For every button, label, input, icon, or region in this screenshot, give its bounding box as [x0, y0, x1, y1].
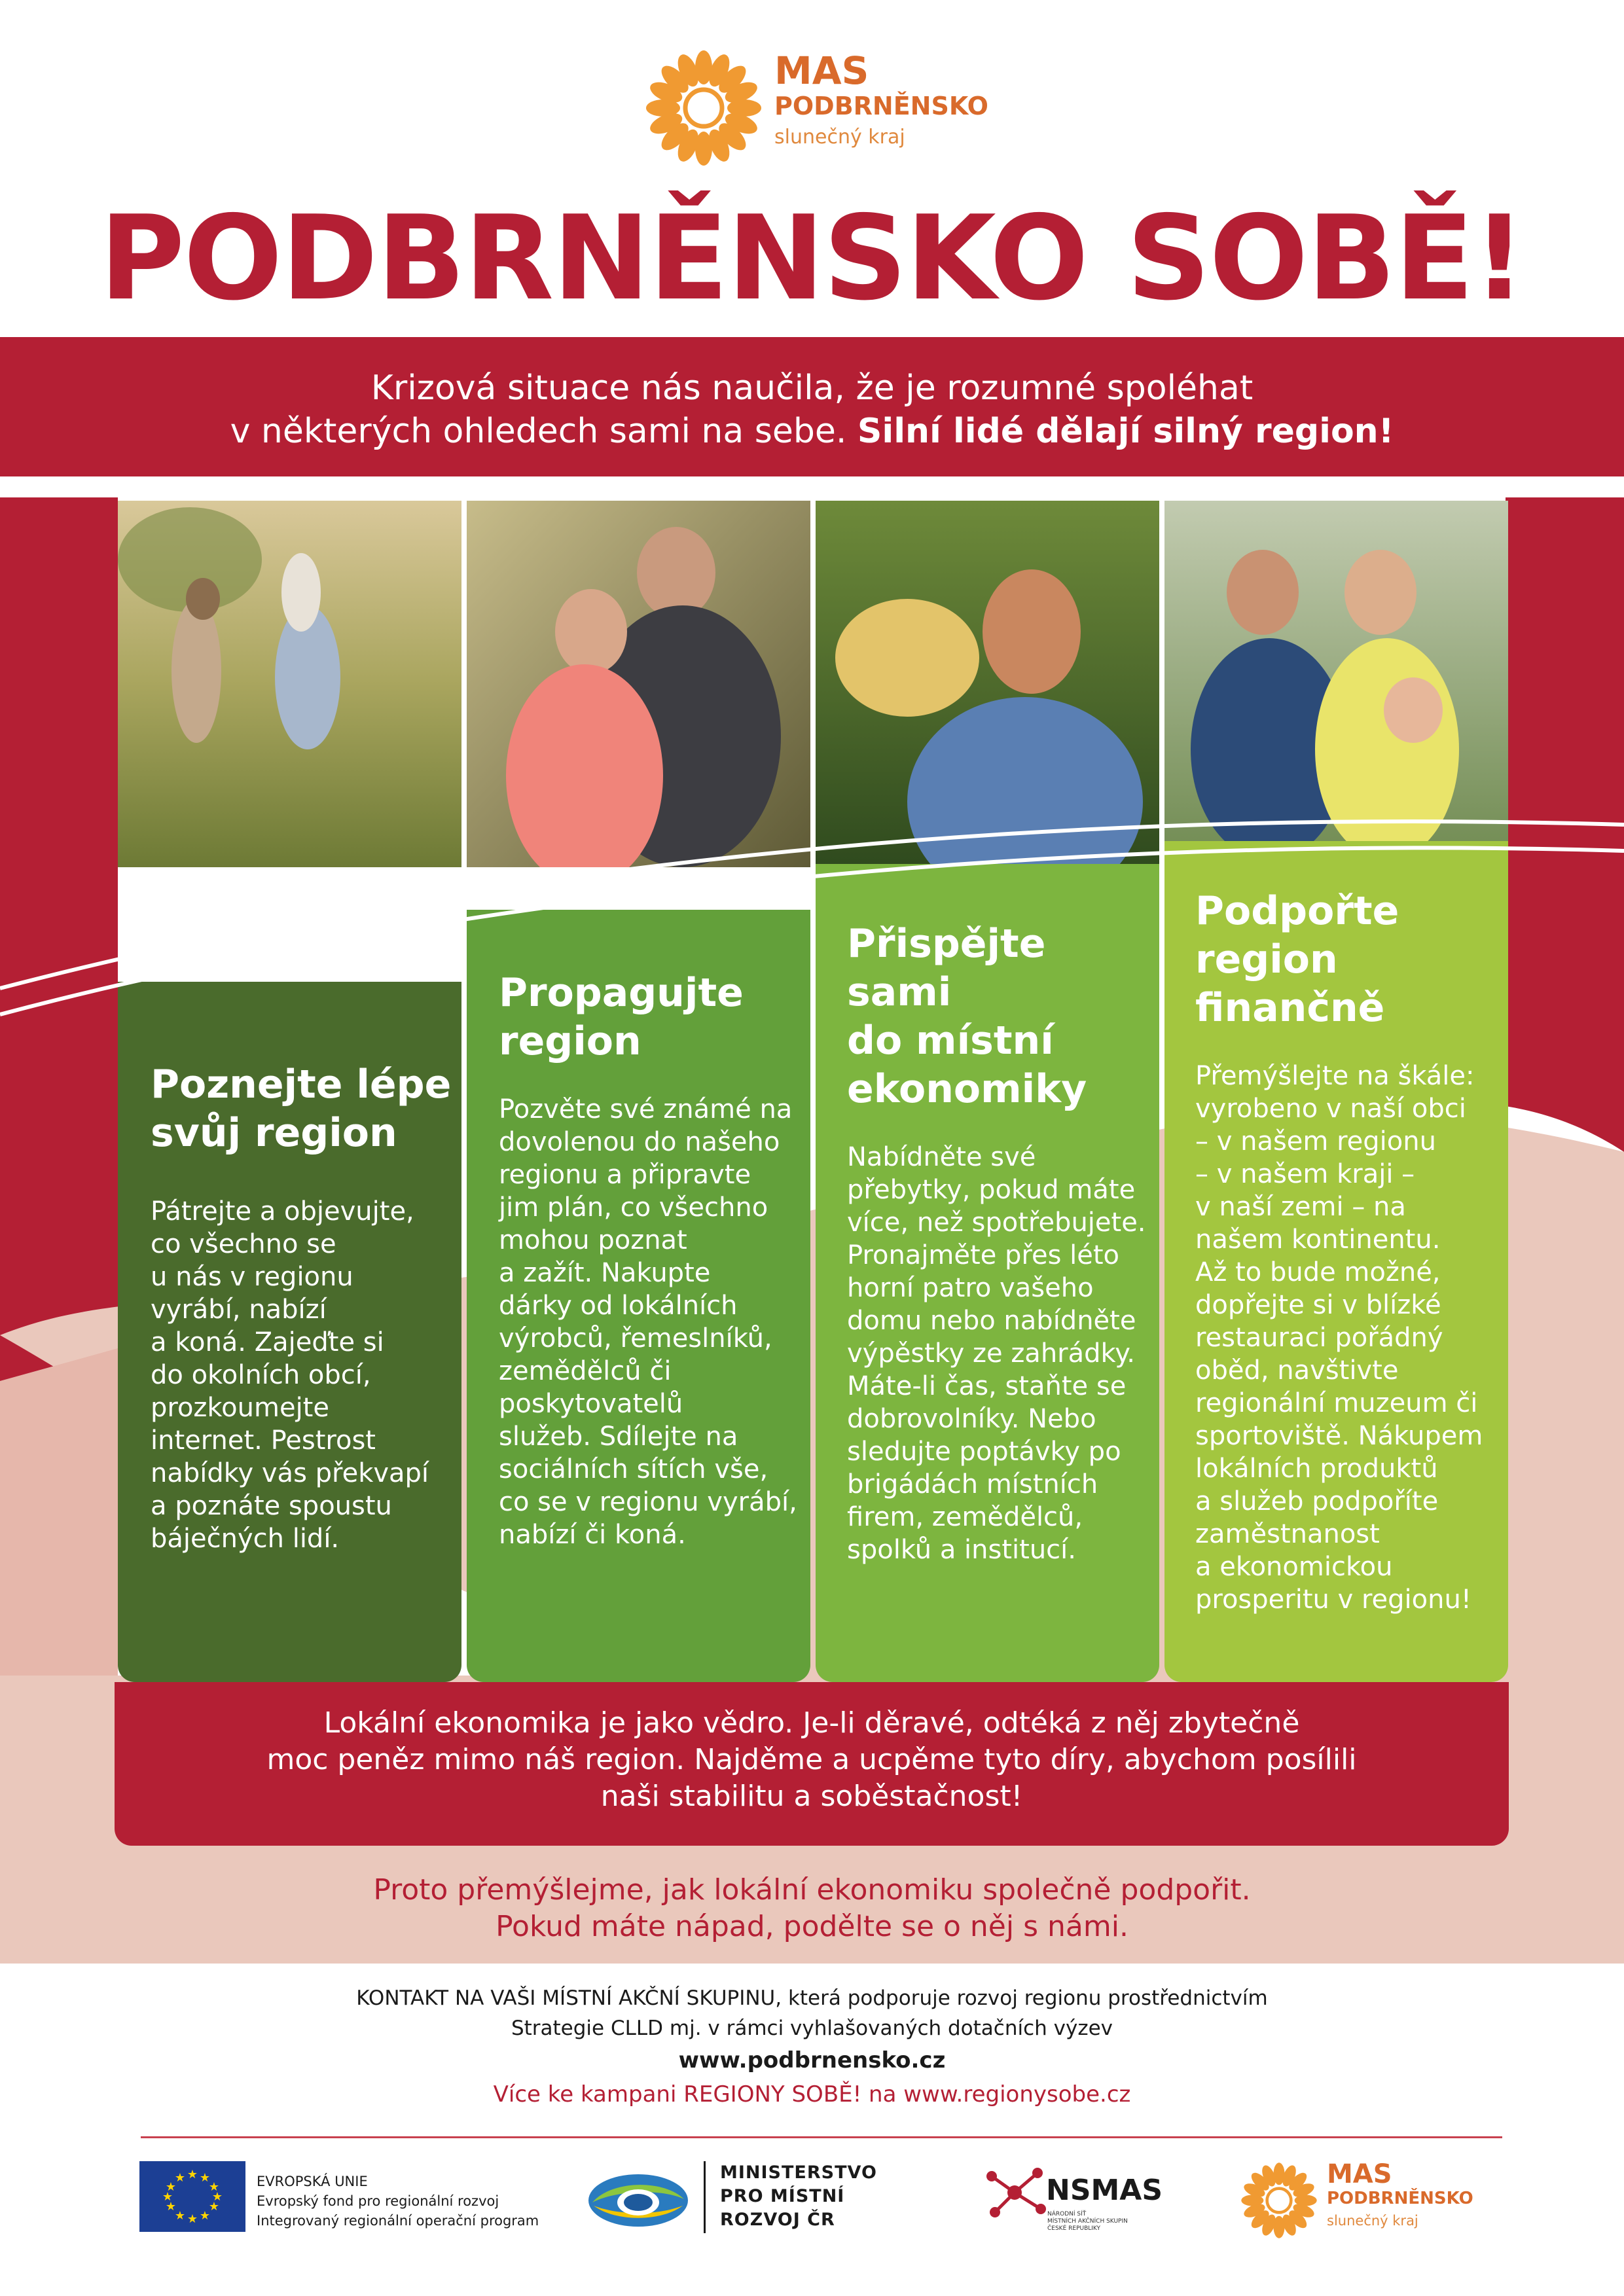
column-3-text [847, 1141, 1148, 1566]
column-1-text-line: a koná. Zajeďte si [151, 1327, 384, 1357]
column-3-text-line: více, než spotřebujete. [847, 1208, 1146, 1238]
column-2-title-line: region [499, 1018, 641, 1064]
nsmas-sub-line: ČESKÉ REPUBLIKY [1047, 2225, 1101, 2232]
logo-mas: MAS [774, 48, 869, 93]
nsmas-sub-line: NÁRODNÍ SÍŤ [1047, 2211, 1087, 2217]
intro-line-2-bold: Silní lidé dělají silný region! [857, 412, 1394, 451]
mmr-separator [704, 2161, 706, 2233]
column-2-text-line: jim plán, co všechno [499, 1193, 768, 1223]
column-4-text [1195, 1060, 1496, 1616]
column-1-text-line: báječných lidí. [151, 1524, 340, 1554]
column-1-text-line: do okolních obcí, [151, 1360, 371, 1390]
footer-divider [141, 2136, 1502, 2138]
column-3-text-line: horní patro vašeho [847, 1273, 1094, 1303]
column-4-title-line: region [1195, 937, 1338, 982]
nsmas-sub-line: MÍSTNÍCH AKČNÍCH SKUPIN [1047, 2218, 1128, 2225]
column-2-text [499, 1093, 800, 1551]
column-3-title-line: Přispějte sami [847, 921, 1046, 1015]
svg-text:★: ★ [174, 2209, 186, 2223]
column-4-text-line: sportoviště. Nákupem [1195, 1421, 1483, 1451]
logo-tagline: slunečný kraj [774, 126, 905, 149]
quote-text [115, 1705, 1509, 1815]
column-4-text-line: restauraci pořádný [1195, 1323, 1443, 1353]
column-1-text [151, 1195, 452, 1555]
column-1-title-line: Poznejte lépe [151, 1062, 452, 1107]
column-3-text-line: domu nebo nabídněte [847, 1306, 1136, 1336]
column-1-text-line: prozkoumejte [151, 1393, 329, 1423]
column-4-text-line: a služeb podpoříte [1195, 1486, 1439, 1516]
quote-line: Lokální ekonomika je jako vědro. Je-li děravé, odtéká z něj zbytečně [323, 1706, 1300, 1740]
column-2-text-line: služeb. Sdílejte na [499, 1422, 738, 1452]
column-4-text-line: – v našem regionu [1195, 1126, 1436, 1157]
eu-text [257, 2172, 539, 2231]
column-1-text-line: internet. Pestrost [151, 1426, 376, 1456]
column-2-text-line: regionu a připravte [499, 1160, 751, 1190]
quote-line: moc peněz mimo náš region. Najděme a ucpěme tyto díry, abychom posílili [266, 1743, 1357, 1776]
column-1 [151, 1060, 452, 1555]
column-4-text-line: v naší zemi – na [1195, 1192, 1406, 1222]
column-3-title [847, 920, 1148, 1113]
column-2-text-line: nabízí či koná. [499, 1520, 686, 1550]
svg-text:★: ★ [208, 2200, 220, 2214]
svg-text:★: ★ [208, 2180, 220, 2194]
column-3-text-line: Nabídněte své [847, 1142, 1036, 1172]
column-4-text-line: Přemýšlejte na škále: [1195, 1061, 1475, 1091]
column-2-text-line: dárky od lokálních [499, 1291, 738, 1321]
mmr-line: MINISTERSTVO [720, 2162, 877, 2183]
column-1-text-line: a poznáte spoustu [151, 1491, 392, 1521]
contact-block [0, 1983, 1624, 2111]
logo-name: PODBRNĚNSKO [774, 92, 988, 120]
column-2-text-line: výrobců, řemeslníků, [499, 1323, 772, 1354]
column-1-title [151, 1060, 452, 1157]
intro-text [0, 367, 1624, 453]
column-2-text-line: dovolenou do našeho [499, 1127, 780, 1157]
call-line: Proto přemýšlejme, jak lokální ekonomiku společně podpořit. [373, 1873, 1251, 1907]
page-title: PODBRNĚNSKO SOBĚ! [99, 190, 1525, 326]
column-1-text-line: vyrábí, nabízí [151, 1295, 327, 1325]
contact-line-2: Strategie CLLD mj. v rámci vyhlašovaných dotačních výzev [511, 2017, 1113, 2040]
mmr-line: PRO MÍSTNÍ [720, 2186, 845, 2206]
call-to-action [0, 1872, 1624, 1945]
column-2-text-line: co se v regionu vyrábí, [499, 1487, 797, 1517]
column-3-text-line: Pronajměte přes léto [847, 1240, 1120, 1270]
column-4-text-line: a ekonomickou [1195, 1552, 1393, 1582]
eu-flag-icon [139, 2161, 245, 2232]
column-1-text-line: u nás v regionu [151, 1262, 353, 1292]
column-4-text-line: oběd, navštivte [1195, 1355, 1399, 1386]
column-1-text-line: Pátrejte a objevujte, [151, 1196, 414, 1227]
column-4-text-line: prosperitu v regionu! [1195, 1585, 1471, 1615]
column-2-title [499, 969, 800, 1066]
sun-logo-icon [1240, 2162, 1318, 2239]
svg-text:★: ★ [162, 2190, 173, 2204]
column-3-text-line: brigádách místních [847, 1469, 1098, 1499]
column-3-text-line: Máte-li čas, staňte se [847, 1371, 1127, 1401]
column-3-text-line: výpěstky ze zahrádky. [847, 1338, 1135, 1369]
eu-line: Evropský fond pro regionální rozvoj [257, 2193, 499, 2209]
mas-logo-footer [1240, 2159, 1502, 2240]
column-2 [499, 969, 800, 1551]
column-2-title-line: Propagujte [499, 970, 744, 1016]
intro-line-2 [0, 410, 1624, 453]
column-2-text-line: poskytovatelů [499, 1389, 683, 1419]
svg-text:★: ★ [187, 2212, 198, 2226]
campaign-link[interactable]: Více ke kampani REGIONY SOBĚ! na www.regionysobe.cz [493, 2081, 1131, 2108]
quote-line: naši stabilitu a soběstačnost! [600, 1780, 1023, 1813]
column-4-text-line: lokálních produktů [1195, 1454, 1438, 1484]
column-4-text-line: Až to bude možné, [1195, 1257, 1441, 1287]
mmr-text [720, 2161, 877, 2232]
footer-logo-tagline: slunečný kraj [1327, 2213, 1418, 2229]
column-1-text-line: co všechno se [151, 1229, 336, 1259]
svg-text:★: ★ [165, 2180, 177, 2194]
column-3-title-line: do místní [847, 1018, 1054, 1064]
svg-text:★: ★ [199, 2171, 211, 2185]
column-3-text-line: sledujte poptávky po [847, 1437, 1121, 1467]
intro-line-1: Krizová situace nás naučila, že je rozumné spoléhat [370, 368, 1254, 408]
footer-logo-mas: MAS [1327, 2159, 1392, 2189]
column-4-text-line: vyrobeno v naší obci [1195, 1094, 1466, 1124]
column-2-text-line: Pozvěte své známé na [499, 1094, 793, 1124]
mmr-logo-icon [586, 2166, 691, 2232]
contact-line-1: KONTAKT NA VAŠI MÍSTNÍ AKČNÍ SKUPINU, která podporuje rozvoj regionu prostřednictvím [356, 1986, 1268, 2010]
mmr-line: ROZVOJ ČR [720, 2210, 835, 2230]
column-3-text-line: spolků a institucí. [847, 1535, 1076, 1565]
column-4-text-line: zaměstnanost [1195, 1519, 1380, 1549]
column-2-text-line: mohou poznat [499, 1225, 687, 1255]
column-4 [1195, 887, 1496, 1616]
column-4-text-line: našem kontinentu. [1195, 1225, 1441, 1255]
nsmas-subtitle [1047, 2211, 1128, 2233]
column-3-title-line: ekonomiky [847, 1066, 1087, 1112]
column-4-title-line: Podpořte [1195, 888, 1399, 934]
intro-line-2-plain: v některých ohledech sami na sebe. [230, 412, 857, 451]
column-2-text-line: sociálních sítích vše, [499, 1454, 768, 1484]
svg-text:★: ★ [187, 2168, 198, 2181]
nsmas-molecule-icon [979, 2163, 1051, 2222]
svg-text:★: ★ [211, 2190, 223, 2204]
column-3-text-line: dobrovolníky. Nebo [847, 1404, 1096, 1434]
svg-text:★: ★ [199, 2209, 211, 2223]
sun-logo-icon [645, 49, 763, 167]
column-4-title [1195, 887, 1496, 1032]
svg-text:★: ★ [165, 2200, 177, 2214]
column-4-text-line: dopřejte si v blízké [1195, 1290, 1441, 1320]
column-2-text-line: a zažít. Nakupte [499, 1258, 711, 1288]
eu-line: Integrovaný regionální operační program [257, 2213, 539, 2229]
call-line: Pokud máte nápad, podělte se o něj s námi. [496, 1910, 1128, 1943]
footer-logo-name: PODBRNĚNSKO [1327, 2189, 1473, 2208]
nsmas-text: NSMAS [1046, 2174, 1163, 2207]
eu-line: EVROPSKÁ UNIE [257, 2174, 368, 2189]
column-1-title-line: svůj region [151, 1110, 397, 1156]
column-3 [847, 920, 1148, 1566]
svg-text:★: ★ [174, 2171, 186, 2185]
column-3-text-line: firem, zemědělců, [847, 1502, 1083, 1532]
mas-logo-top [645, 46, 992, 170]
column-4-text-line: regionální muzeum či [1195, 1388, 1478, 1418]
column-3-text-line: přebytky, pokud máte [847, 1175, 1136, 1205]
column-4-text-line: – v našem kraji – [1195, 1159, 1415, 1189]
column-2-text-line: zemědělců či [499, 1356, 672, 1386]
website-link[interactable]: www.podbrnensko.cz [678, 2047, 946, 2073]
column-4-title-line: finančně [1195, 985, 1385, 1031]
column-1-text-line: nabídky vás překvapí [151, 1458, 429, 1488]
